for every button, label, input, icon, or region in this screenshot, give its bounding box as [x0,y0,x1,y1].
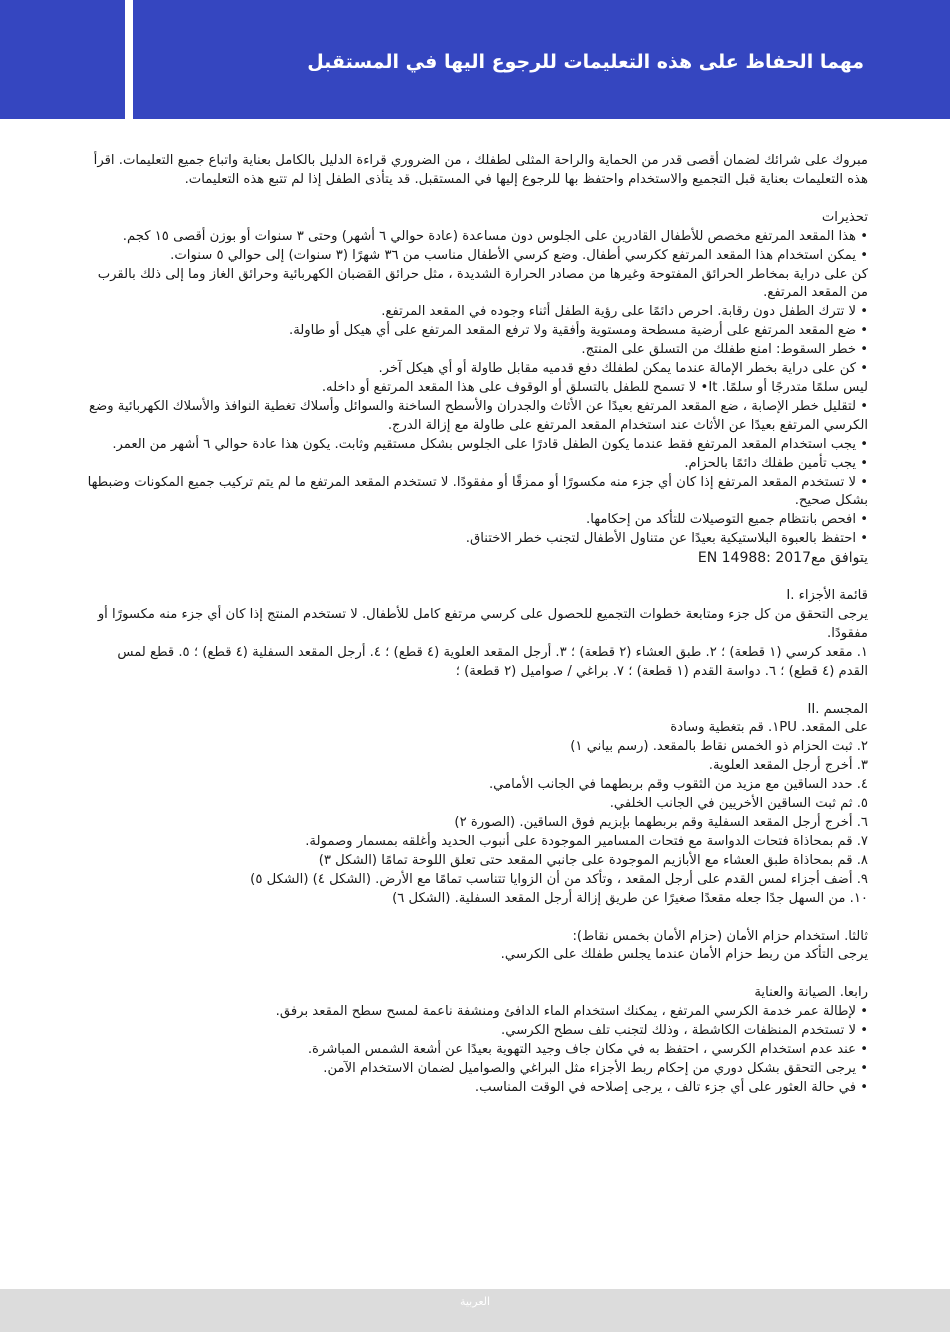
footer-bar [0,1289,950,1332]
standard-code: EN 14988: 2017 [697,550,811,567]
standard-prefix: يتوافق مع [810,550,868,567]
warning-item: • خطر السقوط: امنع طفلك من التسلق على المنتج. [581,342,868,358]
footer-language-label: العربية [459,1295,491,1308]
warnings-heading: تحذيرات [821,209,868,225]
document-body [86,152,868,1098]
warning-item: • ضع المقعد المرتفع على أرضية مسطحة ومستوية وأفقية ولا ترفع المقعد المرتفع على أي هيكل أو طاولة. [289,323,868,339]
assembly-step: على المقعد. ١PU. قم بتغطية وسادة [670,720,868,736]
warning-item: • افحص بانتظام جميع التوصيلات للتأكد من إحكامها. [586,512,868,528]
warning-item: • لتقليل خطر الإصابة ، ضع المقعد المرتفع بعيدًا عن الأثاث والجدران والأسطح الساخنة والسوائل وأسلاك تغطية النوافذ والأسلاك الكهربائية وضع الكرسي المرتفع بعيدًا عن الأثاث عند استخدام المقعد المرتفع على طاولة مع إزالة الدرج. [89,398,868,433]
harness-heading: ثالثا. استخدام حزام الأمان (حزام الأمان بخمس نقاط): [572,928,868,944]
parts-line: ١. مقعد كرسي (١ قطعة) ؛ ٢. طبق العشاء (٢ قطعة) ؛ ٣. أرجل المقعد العلوية (٤ قطع) ؛ ٤. أرجل المقعد السفلية (٤ قطع) ؛ ٥. قطع لمس القدم (٤ قطع) ؛ ٦. دواسة القدم (١ قطعة) ؛ ٧. براغي / صواميل (٢ قطعة) ؛ [117,644,868,679]
warning-item: • احتفظ بالعبوة البلاستيكية بعيدًا عن متناول الأطفال لتجنب خطر الاختناق. [465,531,868,547]
parts-heading: قائمة الأجزاء .I [786,588,868,604]
standard-compliance [86,549,868,568]
assembly-step: ٤. حدد الساقين مع مزيد من الثقوب وقم بربطهما في الجانب الأمامي. [488,777,868,793]
parts-line: يرجى التحقق من كل جزء ومتابعة خطوات التجميع للحصول على كرسي مرتفع كامل للأطفال. لا تستخدم المنتج إذا كان أي جزء منه مكسورًا أو مفقودًا. [97,606,868,641]
header-title: مهما الحفاظ على هذه التعليمات للرجوع اليها في المستقبل [307,51,864,73]
care-item: • في حالة العثور على أي جزء تالف ، يرجى إصلاحه في الوقت المناسب. [474,1079,868,1095]
care-heading: رابعا. الصيانة والعناية [754,985,868,1001]
care-item: • لإطالة عمر خدمة الكرسي المرتفع ، يمكنك استخدام الماء الدافئ ومنشفة ناعمة لمسح سطح المقعد برفق. [275,1004,868,1020]
care-item: • لا تستخدم المنظفات الكاشطة ، وذلك لتجنب تلف سطح الكرسي. [501,1023,868,1039]
assembly-step: ٦. أخرج أرجل المقعد السفلية وقم بربطهما بإبزيم فوق الساقين. (الصورة ٢) [454,815,868,830]
intro-paragraph: مبروك على شرائك لضمان أقصى قدر من الحماية والراحة المثلى لطفلك ، من الضروري قراءة الدليل بالكامل بعناية واتباع جميع التعليمات. اقرأ هذه التعليمات بعناية قبل التجميع والاستخدام واحتفظ بها للرجوع إليها في المستقبل. قد يتأذى الطفل إذا لم تتبع هذه التعليمات. [93,153,868,187]
care-item: • عند عدم استخدام الكرسي ، احتفظ به في مكان جاف وجيد التهوية بعيدًا عن أشعة الشمس المباشرة. [307,1042,868,1058]
header-accent-block [0,0,125,119]
warning-item: • لا تترك الطفل دون رقابة. احرص دائمًا على رؤية الطفل أثناء وجوده في المقعد المرتفع. [381,304,868,320]
assembly-step: ٥. ثم ثبت الساقين الأخريين في الجانب الخلفي. [609,796,868,812]
warning-item: كن على دراية بمخاطر الحرائق المفتوحة وغيرها من مصادر الحرارة الشديدة ، مثل حرائق القضبان الكهربائية وحرائق الغاز وما إلى ذلك بالقرب من المقعد المرتفع. [97,266,868,301]
warning-item: • لا تستخدم المقعد المرتفع إذا كان أي جزء منه مكسورًا أو ممزقًا أو مفقودًا. لا تستخدم المقعد المرتفع ما لم يتم تركيب جميع المكونات وضبطها بشكل صحيح. [87,474,868,509]
assembly-step: ٢. ثبت الحزام ذو الخمس نقاط بالمقعد. (رسم بياني ١) [570,739,868,755]
header-banner [133,0,950,119]
warning-item: • كن على دراية بخطر الإمالة عندما يمكن لطفلك دفع قدميه مقابل طاولة أو أي هيكل آخر. [378,361,868,377]
warning-item: • يمكن استخدام هذا المقعد المرتفع ككرسي أطفال. وضع كرسي الأطفال مناسب من ٣٦ شهرًا (٣ سنوات) إلى حوالي ٥ سنوات. [170,247,868,263]
assembly-step: ٧. قم بمحاذاة فتحات الدواسة مع فتحات المسامير الموجودة على أنبوب الحديد وأغلقه بمسمار وصمولة. [305,833,868,849]
warning-item: ليس سلمًا متدرجًا أو سلمًا. It• لا تسمح للطفل بالتسلق أو الوقوف على هذا المقعد المرتفع أو داخله. [321,379,868,395]
warning-item: • يجب استخدام المقعد المرتفع فقط عندما يكون الطفل قادرًا على الجلوس بشكل مستقيم وثابت. يكون هذا عادة حوالي ٦ أشهر من العمر. [112,436,868,452]
assembly-step: ١٠. من السهل جدًا جعله مقعدًا صغيرًا عن طريق إزالة أرجل المقعد السفلية. (الشكل ٦) [392,890,868,906]
assembly-step: ٩. أضف أجزاء لمس القدم على أرجل المقعد ، وتأكد من أن الزوايا تتناسب تمامًا مع الأرض. (الشكل ٤) (الشكل ٥) [250,871,868,887]
harness-text: يرجى التأكد من ربط حزام الأمان عندما يجلس طفلك على الكرسي. [500,947,868,963]
warning-item: • هذا المقعد المرتفع مخصص للأطفال القادرين على الجلوس دون مساعدة (عادة حوالي ٦ أشهر) وحتى ٣ سنوات أو بوزن أقصى ١٥ كجم. [122,228,868,244]
warning-item: • يجب تأمين طفلك دائمًا بالحزام. [684,455,868,471]
assembly-step: ٣. أخرج أرجل المقعد العلوية. [708,758,868,774]
assembly-step: ٨. قم بمحاذاة طبق العشاء مع الأبازيم الموجودة على جانبي المقعد حتى تعلق اللوحة تمامًا (الشكل ٣) [318,852,868,868]
care-item: • يرجى التحقق بشكل دوري من إحكام ربط الأجزاء مثل البراغي والصواميل لضمان الاستخدام الآمن. [323,1060,868,1076]
assembly-heading: المجسم .II [807,701,868,717]
